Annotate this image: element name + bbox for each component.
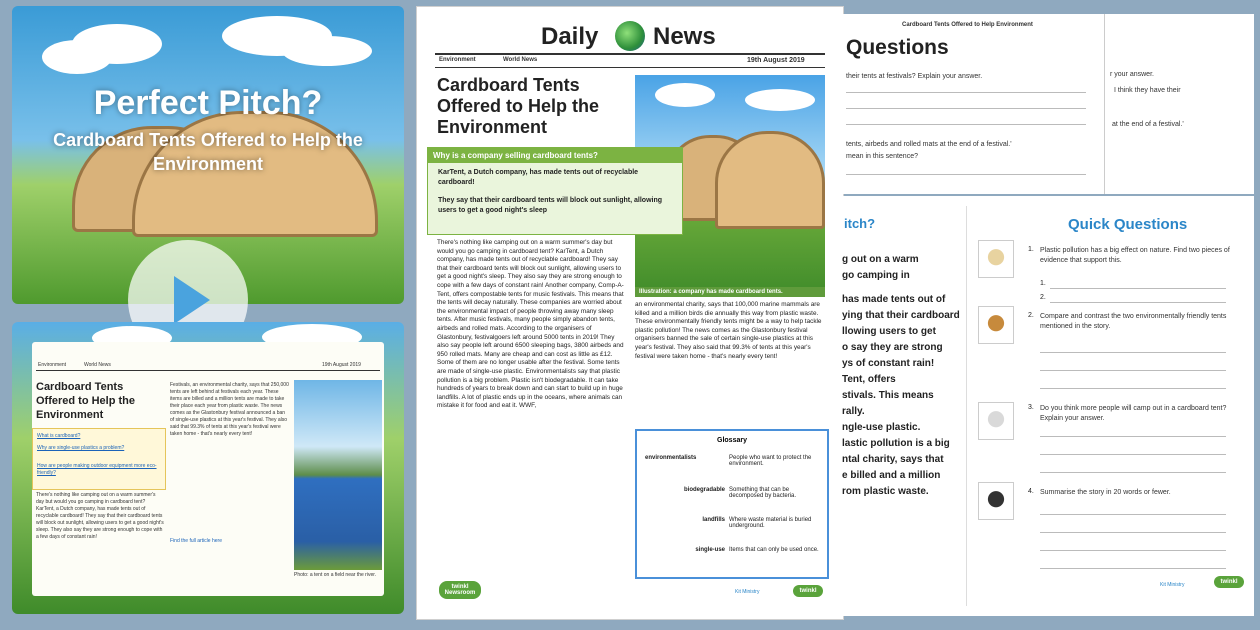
question-number: 3. xyxy=(1028,404,1034,411)
link-cardboard[interactable]: What is cardboard? xyxy=(37,433,81,439)
date: 19th August 2019 xyxy=(322,362,361,368)
glossary-def: Where waste material is buried underground. xyxy=(729,517,812,529)
article-col2: an environmental charity, says that 100,000 marine mammals are killed and a million birds die annually this way from plastic waste. These environmentally friendly tents might be a way to help tackle plastic pollution! The news comes as the Glastonbury festival organisers banned the sale of certain single-use plastics at this year's festival. They also said that 99.3% of tents at this year's festival were taken home - that's nearly every tent! xyxy=(635,301,822,360)
tent-photo xyxy=(294,380,382,570)
dog-icon xyxy=(978,240,1014,278)
left-line: rally. xyxy=(842,406,865,417)
worksheet-title: Questions xyxy=(846,36,949,59)
twinkl-logo: twinkl xyxy=(793,585,823,597)
side-text-3: at the end of a festival.' xyxy=(1112,121,1184,128)
glossary-term: environmentalists xyxy=(645,455,697,461)
left-line: e billed and a million xyxy=(842,470,941,481)
glossary-def: Something that can be decomposed by bacteria. xyxy=(729,487,797,499)
article-preview xyxy=(32,342,384,596)
side-text-2: I think they have their xyxy=(1114,87,1181,94)
bullet-1: KarTent, a Dutch company, has made tents out of recyclable cardboard! xyxy=(438,169,639,186)
left-line: has made tents out of xyxy=(842,294,946,305)
worksheet-header: Cardboard Tents Offered to Help Environment xyxy=(902,22,1033,28)
question-number: 2. xyxy=(1028,312,1034,319)
sub-answer-number: 2. xyxy=(1040,294,1046,301)
glossary-box xyxy=(635,429,829,579)
left-line: ys of constant rain! xyxy=(842,358,935,369)
divider xyxy=(966,206,967,606)
divider xyxy=(435,53,825,55)
footer-text: Kit Ministry xyxy=(735,589,760,595)
quick-questions-title: Quick Questions xyxy=(1068,216,1188,233)
divider xyxy=(1104,14,1105,194)
dog-icon xyxy=(978,306,1014,344)
slide-subtitle: Cardboard Tents Offered to Help the Environment xyxy=(53,130,363,174)
nav-environment[interactable]: Environment xyxy=(439,57,476,63)
left-line: ying that their cardboard xyxy=(842,310,960,321)
cloud xyxy=(282,36,372,66)
left-line: go camping in xyxy=(842,270,910,281)
newspaper-page xyxy=(416,6,844,620)
sub-answer-number: 1. xyxy=(1040,280,1046,287)
worksheet-bottom xyxy=(842,196,1254,616)
divider xyxy=(435,67,825,68)
bullet-2: They say that their cardboard tents will block out sunlight, allowing users to get a good night's sleep xyxy=(438,197,663,214)
question-3: Do you think more people will camp out in a cardboard tent? Explain your answer. xyxy=(1040,405,1227,422)
photo-caption: Illustration: a company has made cardboard tents. xyxy=(635,287,825,297)
side-text-1: r your answer. xyxy=(1110,71,1154,78)
left-line: g out on a warm xyxy=(842,254,919,265)
question-2-text: tents, airbeds and rolled mats at the end of a festival.' xyxy=(846,141,1012,148)
masthead-daily: Daily xyxy=(541,23,599,50)
photo-caption: Photo: a tent on a field near the river. xyxy=(294,572,376,578)
key-points-title: Why is a company selling cardboard tents? xyxy=(428,148,682,163)
glossary-def: People who want to protect the environment. xyxy=(729,455,812,467)
date: 19th August 2019 xyxy=(747,57,805,64)
dog-icon xyxy=(978,402,1014,440)
left-line: Tent, offers xyxy=(842,374,896,385)
glossary-term: biodegradable xyxy=(683,487,725,493)
footer-text: Kit Ministry xyxy=(1160,582,1185,588)
question-4: Summarise the story in 20 words or fewer. xyxy=(1040,489,1171,496)
question-2-sub: mean in this sentence? xyxy=(846,153,918,160)
left-line: lastic pollution is a big xyxy=(842,438,950,449)
twinkl-logo: twinkl Newsroom xyxy=(439,581,481,599)
dog-icon xyxy=(978,482,1014,520)
cloud xyxy=(42,40,112,74)
glossary-def: Items that can only be used once. xyxy=(729,547,819,553)
glossary-title: Glossary xyxy=(717,437,747,444)
link-plastics[interactable]: Why are single-use plastics a problem? xyxy=(37,445,125,451)
nav-world-news[interactable]: World News xyxy=(84,362,111,368)
question-1-text: their tents at festivals? Explain your answer. xyxy=(846,73,983,80)
globe-icon xyxy=(615,21,645,51)
left-title: itch? xyxy=(844,216,876,231)
left-line: rom plastic waste. xyxy=(842,486,929,497)
body-col2: Festivals, an environmental charity, says that 250,000 tents are left behind at festivals each year. These items are billed and a million tents are made to take their place each year from plastic waste. The news comes as the Glastonbury festival announced a ban of single-use plastics at this year's festival. They also said that 99.3% of tents at this year's festival were taken home - that's nearly every tent! xyxy=(170,382,289,437)
headline: Cardboard Tents Offered to Help the Environment xyxy=(36,381,136,421)
link-outdoor[interactable]: How are people making outdoor equipment more eco-friendly? xyxy=(37,463,157,476)
left-line: llowing users to get xyxy=(842,326,936,337)
key-points-box xyxy=(427,147,683,235)
question-1: Plastic pollution has a big effect on nature. Find two pieces of evidence that support this. xyxy=(1040,247,1230,264)
question-number: 4. xyxy=(1028,488,1034,495)
question-number: 1. xyxy=(1028,246,1034,253)
left-line: stivals. This means xyxy=(842,390,934,401)
slide-title: Perfect Pitch? xyxy=(93,84,323,122)
article-col1: There's nothing like camping out on a warm summer's day but would you go camping in cardboard tent? KarTent, a Dutch company, has made tents out of recyclable cardboard! They say that their cardboard tents will block out sunlight, allowing users to get a good night's sleep. They also say they are strong enough to cope with a few days of constant rain! Another company, Comp-A-Tent, offers compostable tents for music festivals. This means that the tents will decay naturally. These companies are worried about the environmental impact of people throwing away many sleep tents. After music festivals, many people simply abandon tents, airbeds and rolled mats. According to the organisers of Glastonbury, festivalgoers left around 5000 tents in 2019! They also say people left around 6500 sleeping bags, 3800 airbeds and 950 rolled mats. Many are cheap and can cost as little as £12. Some of them are no longer usable after the festival. Some tents are made of single-use plastic. Environmentalists say that plastic pollution is a big problem. Plastic isn't biodegradable. It can take hundreds of years to break down and can start to build up in huge landfills. A lot of plastic ends up in the oceans, where animals can mistake it for food and eat it. WWF, xyxy=(437,239,624,410)
nav-environment[interactable]: Environment xyxy=(38,362,67,368)
find-link[interactable]: Find the full article here xyxy=(170,538,222,544)
headline: Cardboard Tents Offered to Help the Environment xyxy=(437,75,600,137)
glossary-term: single-use xyxy=(695,547,725,553)
body-col1: There's nothing like camping out on a warm summer's day but would you go camping in cardboard tent? KarTent, a Dutch company, has made tents out of recyclable cardboard! They say that their cardboard tents will block out sunlight, allowing users to get a good night's sleep. They also say they are strong enough to cope with a few days of constant rain! xyxy=(36,492,164,540)
left-line: ntal charity, says that xyxy=(842,454,944,465)
left-line: o say they are strong xyxy=(842,342,943,353)
nav-world-news[interactable]: World News xyxy=(503,57,538,63)
glossary-term: landfills xyxy=(702,517,725,523)
links-box xyxy=(32,428,166,490)
divider xyxy=(36,370,380,371)
left-line: ngle-use plastic. xyxy=(842,422,921,433)
worksheet-top xyxy=(842,14,1254,194)
twinkl-logo: twinkl xyxy=(1214,576,1244,588)
masthead-news: News xyxy=(653,23,716,50)
question-2: Compare and contrast the two environmentally friendly tents mentioned in the story. xyxy=(1040,313,1227,330)
